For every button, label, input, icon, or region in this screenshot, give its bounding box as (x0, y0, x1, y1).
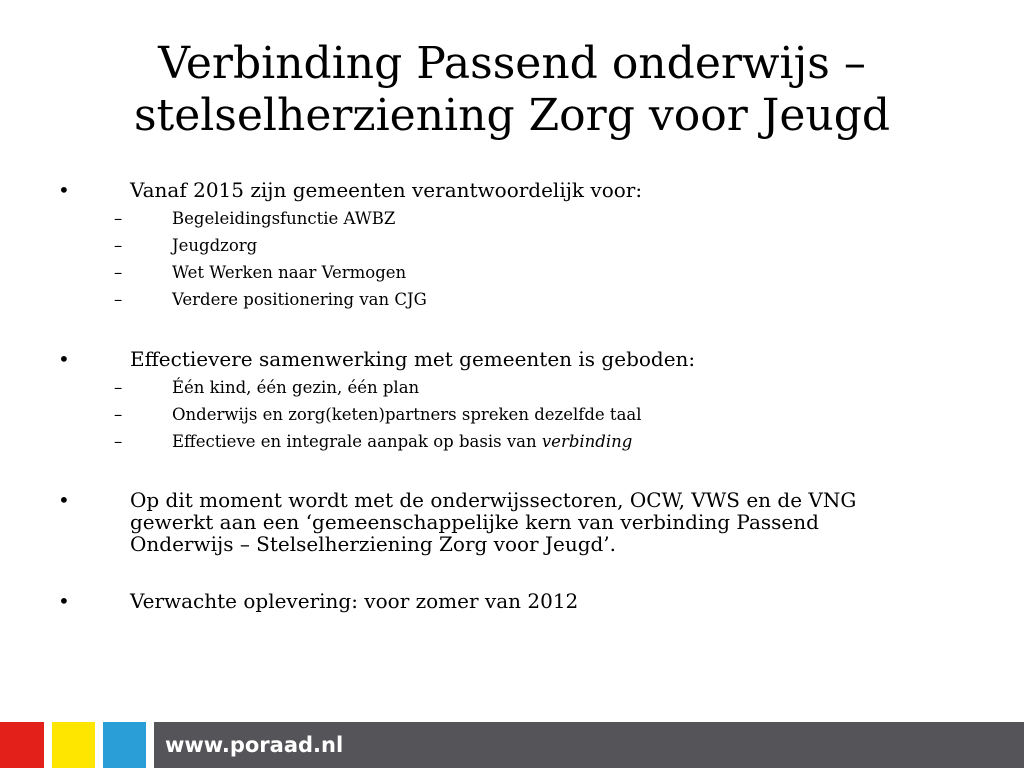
spacer (58, 455, 968, 489)
sub-item (58, 205, 968, 232)
dash-marker: – (114, 263, 123, 282)
bullet-item (58, 347, 968, 371)
dash-marker: – (114, 209, 123, 228)
bullet-marker: • (58, 488, 70, 512)
blue-swatch (103, 722, 146, 768)
dash-marker: – (114, 405, 123, 424)
slide-title (0, 38, 1024, 142)
bullet-block-2 (58, 347, 968, 455)
bullet-marker: • (58, 347, 70, 371)
sub-item (58, 374, 968, 401)
bullet-item (58, 178, 968, 202)
sub-item (58, 401, 968, 428)
dash-marker: – (114, 236, 123, 255)
yellow-swatch (52, 722, 95, 768)
sub-item-text: Effectieve en integrale aanpak op basis van (172, 432, 542, 451)
bullet-text: Effectievere samenwerking met gemeenten is geboden: (130, 347, 696, 371)
sub-item-text: Onderwijs en zorg(keten)partners spreken dezelfde taal (172, 405, 642, 424)
sub-item-text: Verdere positionering van CJG (172, 290, 427, 309)
sub-item-text: Jeugdzorg (172, 236, 258, 255)
footer-url-link[interactable]: www.poraad.nl (165, 733, 344, 757)
dash-marker: – (114, 378, 123, 397)
bullet-line: gewerkt aan een ‘gemeenschappelijke kern van verbinding Passend (130, 510, 819, 534)
sub-item-text: Begeleidingsfunctie AWBZ (172, 209, 396, 228)
spacer (58, 313, 968, 347)
dash-marker: – (114, 432, 123, 451)
sub-item-text: Één kind, één gezin, één plan (172, 378, 420, 397)
bullet-text: Verwachte oplevering: voor zomer van 2012 (130, 589, 579, 613)
sub-item (58, 232, 968, 259)
footer (0, 722, 1024, 768)
bullet-item (58, 489, 968, 555)
sub-item-emphasis: verbinding (541, 432, 633, 451)
dash-marker: – (114, 290, 123, 309)
bullet-block-4 (58, 589, 968, 613)
sub-item (58, 286, 968, 313)
bullet-line: Onderwijs – Stelselherziening Zorg voor Jeugd’. (130, 532, 617, 556)
bullet-line: Op dit moment wordt met de onderwijssectoren, OCW, VWS en de VNG (130, 488, 857, 512)
bullet-block-1 (58, 178, 968, 313)
red-swatch (0, 722, 44, 768)
sub-item-text: Wet Werken naar Vermogen (172, 263, 407, 282)
sub-list (58, 374, 968, 455)
sub-item (58, 259, 968, 286)
bullet-marker: • (58, 178, 70, 202)
slide-title-line-1: Verbinding Passend onderwijs – (158, 38, 866, 89)
slide-title-line-2: stelselherziening Zorg voor Jeugd (133, 90, 891, 141)
bullet-marker: • (58, 589, 70, 613)
bullet-text: Vanaf 2015 zijn gemeenten verantwoordelijk voor: (130, 178, 643, 202)
bullet-block-3 (58, 489, 968, 555)
slide-content (58, 178, 968, 613)
spacer (58, 555, 968, 589)
bullet-item (58, 589, 968, 613)
sub-list (58, 205, 968, 313)
sub-item (58, 428, 968, 455)
